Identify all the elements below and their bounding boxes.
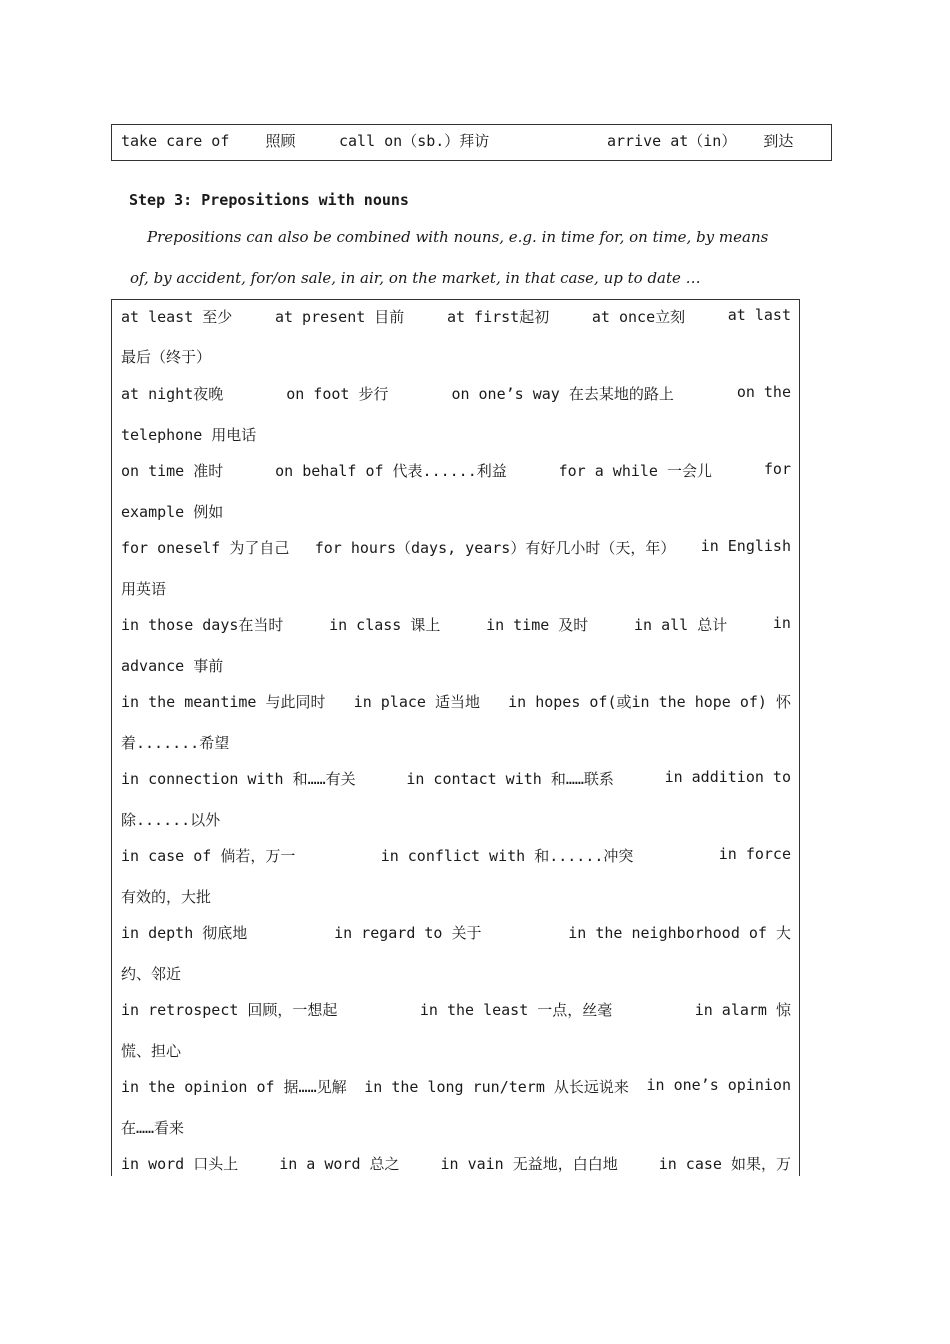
phrase-table	[111, 299, 800, 1176]
phrase-item: in those days在当时	[121, 616, 284, 634]
phrase-item: in word 口头上	[121, 1155, 239, 1173]
phrase-item: in class 课上	[329, 616, 441, 634]
phrase-continuation: advance 事前	[121, 657, 224, 675]
phrase-item: in vain 无益地，白白地	[440, 1155, 618, 1173]
phrase-row	[121, 922, 791, 943]
phrase-item: in the meantime 与此同时	[121, 693, 326, 711]
phrase-item: for	[763, 460, 791, 478]
phrase-item: on the	[736, 383, 791, 401]
phrase-item: in contact with 和……联系	[406, 770, 614, 788]
phrase-row	[121, 845, 791, 866]
phrase-row	[121, 1153, 791, 1174]
phrase-continuation: 着.......希望	[121, 734, 230, 752]
phrase-item: in retrospect 回顾，一想起	[121, 1001, 338, 1019]
phrase-continuation: telephone 用电话	[121, 426, 257, 444]
phrase-item: in conflict with 和......冲突	[380, 847, 634, 865]
phrase-item: in case 如果，万	[658, 1155, 791, 1173]
phrase-item: at present 目前	[274, 308, 405, 326]
phrase-item: in the opinion of 据……见解	[121, 1078, 347, 1096]
phrase-item: at last	[727, 306, 791, 324]
phrase-item: on one’s way 在去某地的路上	[451, 385, 674, 403]
phrase-item: in all 总计	[634, 616, 728, 634]
phrase-item: in the neighborhood of 大	[568, 924, 791, 942]
phrase-item: take care of 照顾	[121, 132, 296, 150]
phrase-item: in hopes of(或in the hope of) 怀	[508, 693, 791, 711]
top-phrase-box	[111, 124, 832, 161]
phrase-item: at first起初	[446, 308, 550, 326]
phrase-item: arrive at（in） 到达	[607, 132, 794, 150]
section-heading: Step 3: Prepositions with nouns	[129, 191, 409, 209]
phrase-item: in depth 彻底地	[121, 924, 248, 942]
phrase-item: in connection with 和……有关	[121, 770, 356, 788]
intro-line-1: Prepositions can also be combined with nouns, e.g. in time for, on time, by means	[147, 228, 769, 246]
phrase-item: in addition to	[664, 768, 791, 786]
phrase-item: in place 适当地	[353, 693, 480, 711]
phrase-item: call on（sb.）拜访	[339, 132, 490, 150]
phrase-item: for hours（days, years）有好几小时（天，年）	[314, 539, 676, 557]
phrase-item: in	[772, 614, 791, 632]
phrase-continuation: 最后（终于）	[121, 348, 212, 366]
phrase-continuation: 慌、担心	[121, 1042, 182, 1060]
phrase-item: in case of 倘若，万一	[121, 847, 296, 865]
phrase-row	[121, 460, 791, 481]
phrase-item: on behalf of 代表......利益	[275, 462, 507, 480]
phrase-row	[121, 999, 791, 1020]
phrase-item: on foot 步行	[286, 385, 389, 403]
phrase-row	[121, 537, 791, 558]
phrase-continuation: 有效的，大批	[121, 888, 212, 906]
phrase-item: in the long run/term 从长远说来	[364, 1078, 629, 1096]
phrase-continuation: 除......以外	[121, 811, 221, 829]
phrase-continuation: example 例如	[121, 503, 224, 521]
phrase-item: for a while 一会儿	[558, 462, 712, 480]
phrase-item: at least 至少	[121, 308, 233, 326]
phrase-continuation: 约、邻近	[121, 965, 182, 983]
phrase-item: in regard to 关于	[334, 924, 482, 942]
phrase-row	[121, 1076, 791, 1097]
phrase-row	[121, 768, 791, 789]
phrase-item: in alarm 惊	[694, 1001, 791, 1019]
phrase-row	[121, 383, 791, 404]
phrase-item: at once立刻	[591, 308, 686, 326]
phrase-row	[121, 306, 791, 327]
phrase-continuation: 在……看来	[121, 1119, 185, 1137]
phrase-item: in one’s opinion	[646, 1076, 791, 1094]
phrase-item: in English	[700, 537, 791, 555]
phrase-item: for oneself 为了自己	[121, 539, 290, 557]
intro-line-2: of, by accident, for/on sale, in air, on the market, in that case, up to date …	[130, 269, 701, 287]
phrase-item: at night夜晚	[121, 385, 224, 403]
phrase-item: in time 及时	[486, 616, 589, 634]
phrase-item: on time 准时	[121, 462, 224, 480]
phrase-item: in force	[718, 845, 791, 863]
phrase-item: in a word 总之	[279, 1155, 400, 1173]
phrase-row	[121, 691, 791, 712]
phrase-row	[121, 614, 791, 635]
phrase-item: in the least 一点，丝毫	[419, 1001, 613, 1019]
phrase-continuation: 用英语	[121, 580, 167, 598]
